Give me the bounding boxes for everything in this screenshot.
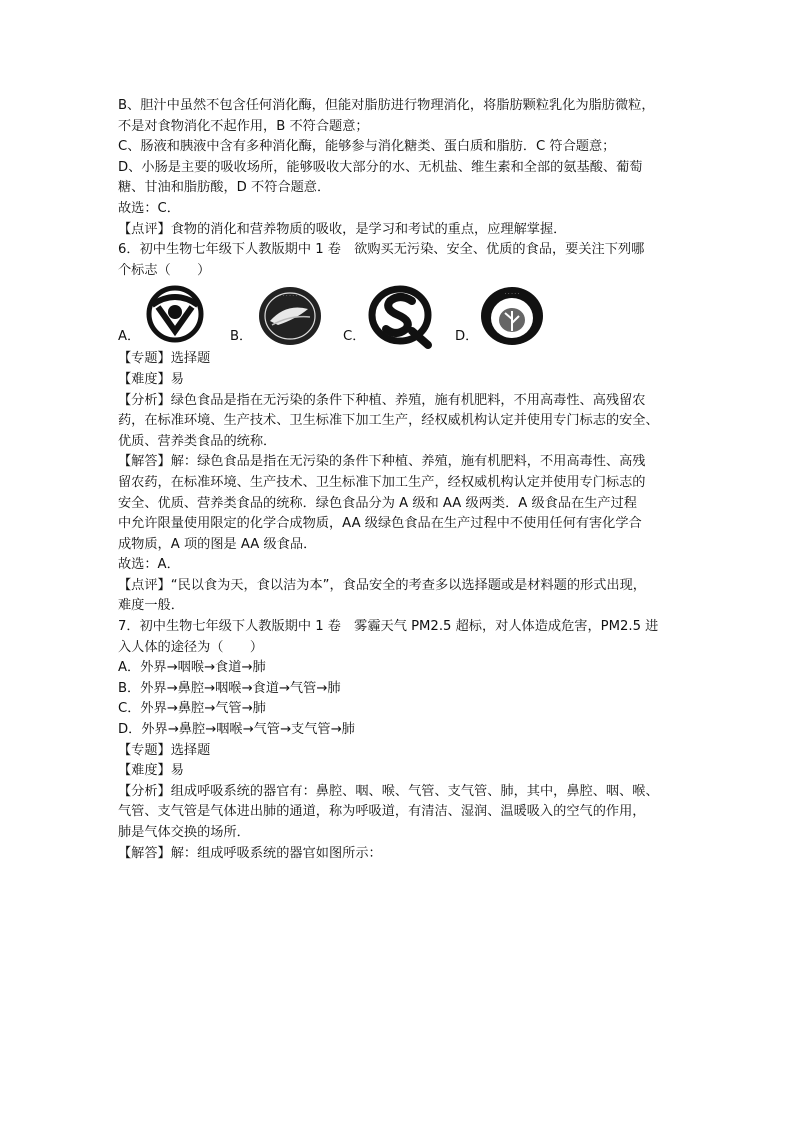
text-line: 糖、甘油和脂肪酸，D 不符合题意． [118,180,331,196]
organic-food-seal-icon [256,285,324,347]
text-line: 药，在标准环境、生产技术、卫生标准下加工生产，经权威机构认定并使用专门标志的安全、 [118,413,659,429]
text-line: D、小肠是主要的吸收场所，能够吸收大部分的水、无机盐、维生素和全部的氨基酸、葡萄 [118,159,643,175]
question-7-stem: 7．初中生物七年级下人教版期中 1 卷 雾霾天气 PM2.5 超标，对人体造成危害，PM2.5 进 [118,619,659,635]
text-line: 优质、营养类食品的统称． [118,433,277,449]
text-line: 【分析】组成呼吸系统的器官有：鼻腔、咽、喉、气管、支气管、肺，其中，鼻腔、咽、喉、 [118,783,659,799]
text-line: 【难度】易 [118,763,184,779]
qs-mark-logo-icon [366,285,436,349]
question-6-stem: 6．初中生物七年级下人教版期中 1 卷 欲购买无污染、安全、优质的食品，要关注下列哪 [118,242,645,258]
svg-text:· · · · ·: · · · · · [504,291,520,298]
text-line: 成物质，A 项的图是 AA 级食品． [118,536,317,552]
text-block-bottom [118,349,688,864]
text-line: 【难度】易 [118,371,184,387]
logo-options-row [118,285,688,349]
text-line: C、肠液和胰液中含有多种消化酶，能够参与消化糖类、蛋白质和脂肪．C 符合题意； [118,139,616,155]
question-6-stem: 个标志（ ） [118,262,211,278]
text-line: 中允许限量使用限定的化学合成物质，AA 级绿色食品在生产过程中不使用任何有害化学合 [118,516,642,532]
question-7-stem: 入人体的途径为（ ） [118,639,264,655]
text-line: 【点评】食物的消化和营养物质的吸收，是学习和考试的重点，应理解掌握． [118,221,567,237]
text-line: 故选：A． [118,557,180,573]
option-d-label: D． [455,329,479,345]
green-food-logo-icon [144,285,206,343]
text-line: B、胆汁中虽然不包含任何消化酶，但能对脂肪进行物理消化，将脂肪颗粒乳化为脂肪微粒， [118,98,655,113]
question-7-option-b: B．外界→鼻腔→咽喉→食道→气管→肺 [118,680,341,696]
question-7-option-a: A．外界→咽喉→食道→肺 [118,660,266,676]
document-page [118,96,688,864]
text-line: 【解答】解：组成呼吸系统的器官如图所示： [118,845,382,861]
question-7-option-d: D．外界→鼻腔→咽喉→气管→支气管→肺 [118,722,355,738]
text-line: 【专题】选择题 [118,351,211,367]
text-line: 【点评】“民以食为天，食以洁为本”，食品安全的考查多以选择题或是材料题的形式出现， [118,577,646,593]
text-line: 【解答】解：绿色食品是指在无污染的条件下种植、养殖，施有机肥料，不用高毒性、高残 [118,454,646,470]
svg-text:· · · · · · ·: · · · · · · · [279,293,301,300]
text-line: 安全、优质、营养类食品的统称．绿色食品分为 A 级和 AA 级两类．A 级食品在生产过程 [118,495,637,511]
option-b-label: B． [230,329,253,345]
text-line: 不是对食物消化不起作用，B 不符合题意； [118,118,369,134]
option-c-label: C． [343,329,366,345]
text-line: 难度一般． [118,598,184,614]
text-line: 气管、支气管是气体进出肺的通道，称为呼吸道，有清洁、湿润、温暖吸入的空气的作用， [118,804,646,820]
text-line: 肺是气体交换的场所． [118,825,250,840]
pollution-free-food-logo-icon [478,285,546,347]
text-line: 留农药，在标准环境、生产技术、卫生标准下加工生产，经权威机构认定并使用专门标志的 [118,474,646,490]
option-a-label: A． [118,329,141,345]
text-line: 【分析】绿色食品是指在无污染的条件下种植、养殖，施有机肥料，不用高毒性、高残留农 [118,392,646,408]
text-line: 【专题】选择题 [118,742,211,758]
question-7-option-c: C．外界→鼻腔→气管→肺 [118,701,266,717]
text-line: 故选：C． [118,200,180,216]
text-block-top [118,96,688,281]
